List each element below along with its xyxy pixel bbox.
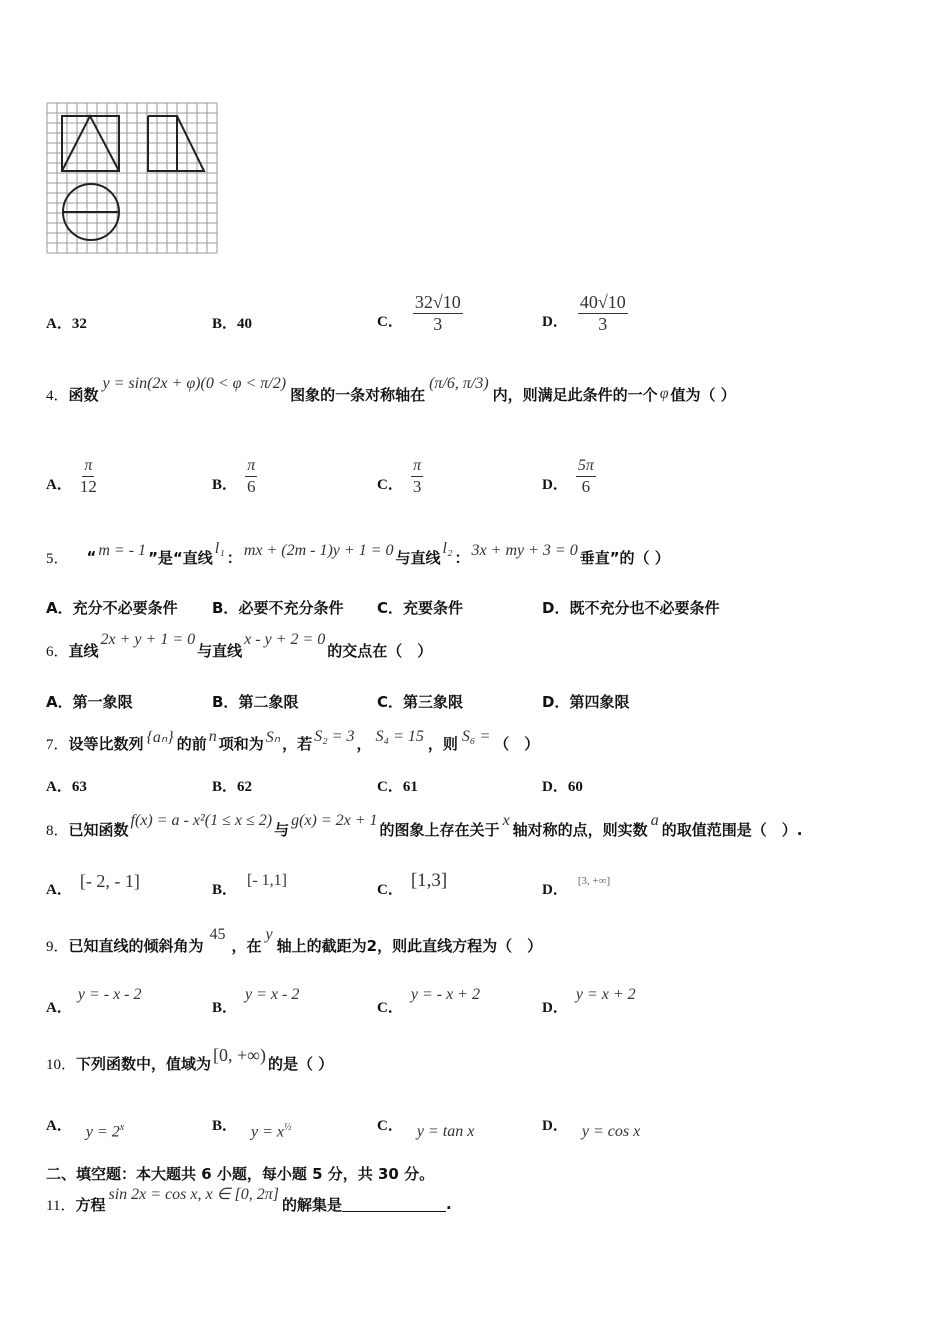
question-5 (46, 540, 670, 574)
question-4 (46, 372, 736, 416)
question-text: 直线 (68, 641, 99, 660)
q9-option-c[interactable] (377, 982, 480, 1016)
option-letter: A． (46, 693, 73, 711)
question-text: 图象的一条对称轴在 (290, 385, 426, 404)
math-function: g(x) = 2x + 1 (291, 812, 378, 829)
math-symbol: Sₙ (265, 729, 281, 746)
option-letter: C． (377, 693, 404, 711)
option-interval: [1,3] (410, 870, 448, 891)
q6-option-c[interactable] (377, 691, 463, 712)
option-letter: D． (542, 599, 570, 617)
function-exponent: x (119, 1122, 125, 1134)
question-text: 的交点在（ ） (327, 641, 433, 660)
fraction (78, 457, 99, 497)
option-text: 40 (237, 316, 253, 332)
three-view-figure (44, 100, 222, 256)
fraction-numerator: 5π (576, 457, 596, 476)
question-text: 的取值范围是（ ）. (661, 820, 803, 839)
option-letter: B． (212, 1117, 238, 1134)
question-text: “ (86, 548, 97, 566)
question-text: 下列函数中，值域为 (76, 1054, 212, 1073)
fraction (413, 292, 463, 335)
question-text: 的图象上存在关于 (379, 820, 500, 839)
option-text: 第一象限 (72, 693, 133, 711)
option-text: 必要不充分条件 (238, 599, 344, 617)
question-text: 设等比数列 (68, 734, 144, 753)
q6-option-b[interactable] (212, 691, 298, 712)
option-letter: D． (542, 1117, 568, 1134)
fraction-numerator: π (245, 457, 257, 476)
answer-blank[interactable] (342, 1197, 446, 1212)
q4-option-a[interactable] (46, 454, 99, 500)
question-text: 与直线 (197, 641, 243, 660)
math-line-equation: 3x + my + 3 = 0 (471, 542, 578, 559)
option-text: 32 (71, 316, 87, 332)
math-symbol: n (208, 728, 217, 745)
question-11 (46, 1186, 452, 1222)
option-letter: B． (212, 881, 238, 898)
question-text: ： (226, 548, 242, 567)
question-text: ，则 (427, 734, 458, 753)
question-number: 4． (46, 387, 69, 404)
option-letter: B． (212, 599, 239, 617)
question-text: 已知函数 (68, 820, 129, 839)
math-condition: m = - 1 (98, 542, 147, 559)
fraction-denominator: 3 (412, 476, 422, 496)
question-text: ， (356, 734, 372, 753)
option-text: 第四象限 (569, 693, 630, 711)
math-equation: sin 2x = cos x, x ∈ [0, 2π] (108, 1186, 279, 1203)
math-line-label: l₂ (442, 540, 453, 557)
math-equation: S₂ = 3 (314, 728, 355, 745)
option-function (251, 1122, 292, 1141)
question-text: 内，则满足此条件的一个 (492, 385, 658, 404)
question-text: 与直线 (395, 548, 441, 567)
option-interval: [- 2, - 1] (79, 870, 140, 891)
option-function (86, 1122, 124, 1141)
math-equation: S₄ = 15 (375, 728, 424, 745)
option-function: y = cos x (581, 1123, 641, 1140)
q10-option-d[interactable] (542, 1108, 640, 1144)
option-letter: C． (377, 1117, 403, 1134)
function-exponent: ½ (284, 1122, 292, 1134)
q8-option-c[interactable] (377, 866, 447, 896)
question-text: 的解集是 (281, 1195, 342, 1214)
fraction (411, 457, 424, 497)
question-10 (46, 1044, 333, 1082)
question-text: 轴上的截距为2，则此直线方程为（ ） (276, 936, 543, 955)
math-symbol: y (265, 926, 273, 943)
math-sequence: {aₙ} (146, 729, 174, 746)
question-8 (46, 810, 802, 848)
q9-option-d[interactable] (542, 982, 636, 1016)
option-text: 61 (402, 779, 418, 795)
question-number: 11． (46, 1197, 76, 1214)
question-text: 值为（ ） (670, 385, 736, 404)
q3-option-d[interactable] (542, 289, 628, 339)
question-6 (46, 632, 432, 668)
option-letter: B． (212, 476, 238, 493)
q3-option-c[interactable] (377, 289, 463, 339)
q8-option-d[interactable] (542, 866, 610, 896)
option-text: 第二象限 (238, 693, 299, 711)
option-letter: B． (212, 316, 238, 332)
q10-option-b[interactable] (212, 1108, 292, 1144)
option-letter: C． (377, 313, 403, 330)
fraction (245, 457, 258, 497)
fraction-denominator: 3 (598, 314, 608, 335)
question-text: 的前 (176, 734, 207, 753)
section-heading: 二、填空题：本大题共 6 小题，每小题 5 分，共 30 分。 (46, 1165, 435, 1183)
question-9 (46, 926, 542, 964)
question-text: ，若 (282, 734, 313, 753)
question-text: （ ） (494, 734, 540, 753)
fraction-numerator: 40√10 (579, 292, 626, 313)
q5-option-a[interactable] (46, 597, 178, 618)
function-base: y = 2 (85, 1123, 120, 1141)
math-line-equation: mx + (2m - 1)y + 1 = 0 (243, 542, 394, 559)
question-text: ： (454, 548, 470, 567)
fraction-denominator: 6 (581, 476, 591, 496)
option-letter: C． (377, 476, 403, 493)
option-letter: A． (46, 779, 72, 795)
question-text: 函数 (68, 385, 99, 404)
math-formula: y = sin(2x + φ)(0 < φ < π/2) (102, 375, 287, 392)
math-angle: 45 (209, 926, 226, 943)
option-letter: C． (377, 999, 403, 1016)
q10-option-c[interactable] (377, 1108, 474, 1144)
option-letter: D． (542, 476, 568, 493)
option-text: 充分不必要条件 (72, 599, 178, 617)
question-text: ，在 (231, 936, 262, 955)
question-text: 方程 (75, 1195, 106, 1214)
question-text: . (446, 1195, 452, 1213)
option-function: y = tan x (416, 1123, 475, 1140)
question-text: 已知直线的倾斜角为 (68, 936, 204, 955)
option-text: 63 (71, 779, 87, 795)
q4-option-d[interactable] (542, 454, 596, 500)
question-text: 与 (274, 820, 290, 839)
option-equation: y = x + 2 (575, 986, 636, 1003)
option-letter: D． (542, 999, 568, 1016)
fraction-numerator: 32√10 (414, 292, 461, 313)
math-interval: (π/6, π/3) (429, 375, 489, 392)
option-letter: A． (46, 1117, 72, 1134)
q5-option-b[interactable] (212, 597, 343, 618)
option-text: 充要条件 (403, 599, 464, 617)
q6-option-a[interactable] (46, 691, 133, 712)
fraction-denominator: 12 (79, 476, 97, 496)
option-equation: y = x - 2 (245, 986, 300, 1003)
math-equation: S₆ = (461, 728, 491, 745)
q9-option-b[interactable] (212, 982, 299, 1016)
fraction (576, 457, 596, 497)
option-text: 62 (237, 779, 253, 795)
q4-option-b[interactable] (212, 454, 258, 500)
option-text: 60 (567, 779, 583, 795)
q5-option-d[interactable] (542, 597, 719, 618)
option-letter: D． (542, 779, 568, 795)
math-line-equation: 2x + y + 1 = 0 (100, 631, 196, 648)
option-equation: y = - x + 2 (410, 986, 480, 1003)
q7-option-b[interactable] (212, 775, 252, 796)
math-symbol: φ (659, 385, 669, 402)
math-symbol: x (502, 812, 510, 829)
question-text: ”是“直线 (148, 548, 213, 567)
q6-option-d[interactable] (542, 691, 629, 712)
option-interval: [3, +∞] (577, 875, 611, 887)
option-letter: B． (212, 999, 238, 1016)
option-letter: A． (46, 316, 72, 332)
q9-option-a[interactable] (46, 982, 142, 1016)
question-number: 9． (46, 938, 69, 955)
math-line-equation: x - y + 2 = 0 (244, 631, 326, 648)
q8-option-b[interactable] (212, 866, 287, 896)
option-text: 第三象限 (403, 693, 464, 711)
question-number: 8． (46, 822, 69, 839)
math-function: f(x) = a - x²(1 ≤ x ≤ 2) (130, 812, 273, 829)
q8-option-a[interactable] (46, 866, 140, 896)
option-letter: A． (46, 599, 73, 617)
option-letter: C． (377, 881, 403, 898)
q3-option-a[interactable] (46, 312, 87, 333)
option-letter: B． (212, 693, 239, 711)
math-symbol: a (650, 812, 659, 829)
question-7 (46, 724, 539, 762)
question-number: 5． (46, 550, 69, 567)
q10-option-a[interactable] (46, 1108, 124, 1144)
option-interval: [- 1,1] (247, 872, 287, 889)
question-text: 轴对称的点，则实数 (512, 820, 648, 839)
question-number: 7． (46, 736, 69, 753)
fraction (578, 292, 628, 335)
q7-option-c[interactable] (377, 775, 418, 796)
q5-option-c[interactable] (377, 597, 463, 618)
fraction-denominator: 6 (247, 476, 256, 496)
question-text: 垂直”的（ ） (579, 548, 670, 567)
option-letter: A． (46, 881, 72, 898)
option-letter: D． (542, 881, 568, 898)
q4-option-c[interactable] (377, 454, 423, 500)
question-text: 项和为 (218, 734, 264, 753)
option-letter: C． (377, 779, 403, 795)
math-interval: [0, +∞) (213, 1044, 267, 1065)
function-base: y = x (251, 1123, 285, 1141)
q7-option-d[interactable] (542, 775, 583, 796)
fraction-numerator: π (82, 457, 94, 476)
grid-lines (47, 103, 217, 253)
q3-option-b[interactable] (212, 312, 252, 333)
option-letter: D． (542, 693, 570, 711)
math-line-label: l₁ (214, 540, 225, 557)
option-letter: B． (212, 779, 238, 795)
question-text: 的是（ ） (268, 1054, 334, 1073)
option-letter: A． (46, 999, 72, 1016)
question-number: 10． (46, 1056, 77, 1073)
option-equation: y = - x - 2 (77, 986, 142, 1003)
option-text: 既不充分也不必要条件 (569, 599, 720, 617)
option-letter: D． (542, 313, 568, 330)
q7-option-a[interactable] (46, 775, 87, 796)
option-letter: C． (377, 599, 404, 617)
fraction-denominator: 3 (433, 314, 443, 335)
fraction-numerator: π (411, 457, 423, 476)
option-letter: A． (46, 476, 72, 493)
question-number: 6． (46, 643, 69, 660)
